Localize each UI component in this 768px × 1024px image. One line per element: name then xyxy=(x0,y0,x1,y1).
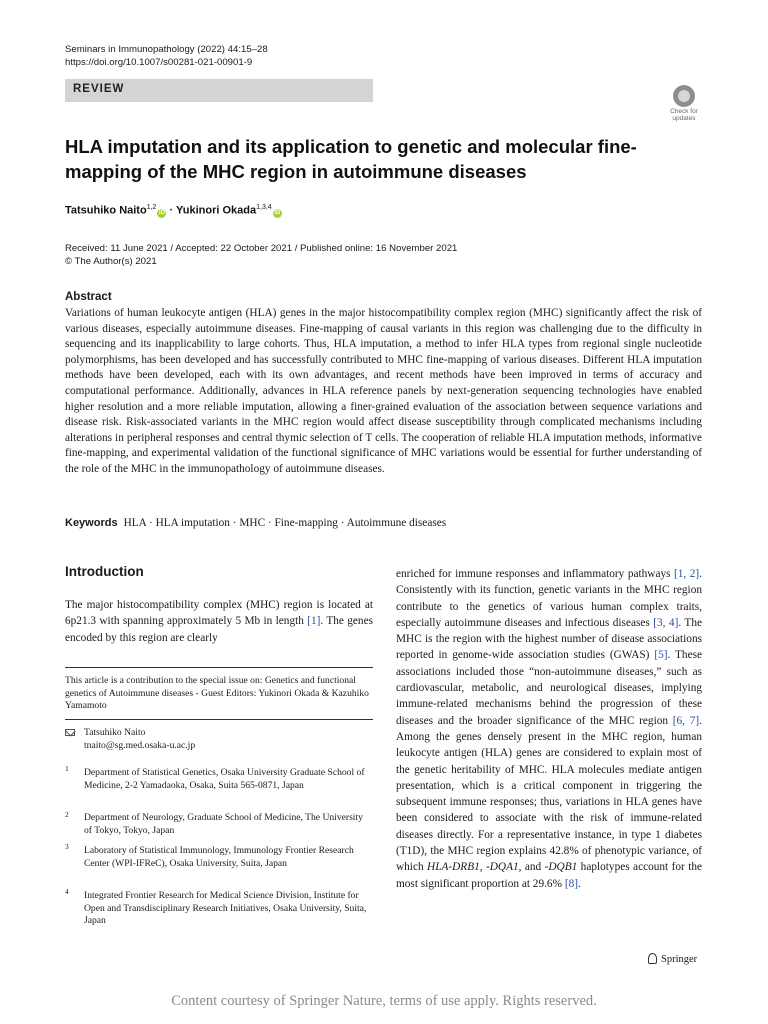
citation-link[interactable]: [1, 2] xyxy=(674,568,700,580)
affiliation-text: Laboratory of Statistical Immunology, Immunology Frontier Research Center (WPI-IFReC), Osaka University, Suita, Japan xyxy=(84,845,354,869)
springer-horse-icon xyxy=(648,953,657,964)
paragraph-text: . These associations included those “non-autoimmune diseases,” such as cardiovascular, metabolic, and neurological diseases, implying immune-related mechanisms behind the progression of these diseases and the broader significance of the MHC region xyxy=(396,649,702,727)
paragraph-text: The major histocompatibility complex (MHC) region is located at 6p21.3 with spanning approximately 5 Mb in length xyxy=(65,599,373,628)
gene-name: -DQA1 xyxy=(486,861,519,874)
publisher-name: Springer xyxy=(661,954,698,965)
paragraph-text: . The genes encoded by this region are clearly xyxy=(65,615,373,644)
paragraph-text: enriched for immune responses and inflammatory pathways xyxy=(396,568,675,580)
author-name[interactable]: Yukinori Okada xyxy=(176,204,257,217)
citation-link[interactable]: [6, 7] xyxy=(672,714,700,727)
introduction-right-column xyxy=(396,566,702,892)
keywords-line xyxy=(65,517,446,529)
keywords-list: HLA · HLA imputation · MHC · Fine-mapping · Autoimmune diseases xyxy=(123,517,447,529)
section-label-bar xyxy=(65,79,373,102)
keywords-label: Keywords xyxy=(65,517,118,529)
article-title: HLA imputation and its application to genetic and molecular fine-mapping of the MHC region in autoimmune diseases xyxy=(65,136,637,182)
affiliation-text: Integrated Frontier Research for Medical Science Division, Institute for Open and Transdisciplinary Research Initiatives, Osaka University, Suita, Japan xyxy=(84,890,367,927)
abstract-heading: Abstract xyxy=(65,291,112,303)
affiliation-number: 2 xyxy=(65,810,69,819)
affiliation-text: Department of Statistical Genetics, Osaka University Graduate School of Medicine, 2-2 Yamadaoka, Osaka, Suita 565-0871, Japan xyxy=(84,767,365,791)
affiliation-number: 3 xyxy=(65,842,69,851)
history-dates: Received: 11 June 2021 / Accepted: 22 October 2021 / Published online: 16 November 2021 xyxy=(65,243,458,254)
author-separator: · xyxy=(166,204,177,217)
corresponding-name: Tatsuhiko Naito xyxy=(84,727,146,738)
check-updates-icon xyxy=(673,85,695,107)
introduction-left-column xyxy=(65,597,373,646)
citation-link[interactable]: [8] xyxy=(564,877,578,890)
publication-dates xyxy=(65,242,457,268)
author-affiliation-sup: 1,3,4 xyxy=(256,204,272,211)
paragraph-text: , xyxy=(479,861,486,874)
section-label: REVIEW xyxy=(73,83,125,95)
paragraph-text: haplotypes account for the most significant proportion at 29.6% xyxy=(396,861,702,890)
corresponding-author xyxy=(84,727,373,752)
paragraph-text: . xyxy=(578,877,581,890)
author-affiliation-sup: 1,2 xyxy=(146,204,157,211)
paragraph-text: . Consistently with its function, genetic variants in the MHC region contribute to the genetics of various human complex traits, especially autoimmune diseases and infectious diseases xyxy=(396,568,702,629)
paragraph-text: . Among the genes densely present in the MHC region, human leukocyte antigen (HLA) genes are considered to explain most of the genetic heritability of MHC. HLA molecules mediate antigen presentation, which is a critical component in triggering the subsequent immune responses; thus, variations in HLA genes have been considered to associate with the risk of immune-related diseases directly. For a representative instance, in type 1 diabetes (T1D), the MHC region explains 42.8% of phenotypic variance, of which xyxy=(396,714,702,874)
citation-link[interactable]: [3, 4] xyxy=(653,616,679,629)
abstract-text: Variations of human leukocyte antigen (HLA) genes in the major histocompatibility complex region (MHC) significantly affect the risk of various diseases, especially autoimmune diseases. Fine-mapping of causal variants in this region was challenging due to the difficulty in sequencing and its inapplicability to large cohorts. Thus, HLA imputation, a method to infer HLA types from regional single nucleotide polymorphisms, has been developed and has successfully contributed to MHC fine-mapping of various diseases. Different HLA imputation methods have been developed, each with its own advantages, and recent methods have been improved in terms of accuracy and computational performance. Additionally, advances in HLA reference panels by next-generation sequencing technologies have enabled higher resolution and a more reliable imputation, allowing a finer-grained evaluation of the association between sequence variations and disease risk. Risk-associated variants in the MHC region would affect disease susceptibility through complicated mechanisms including alterations in peripheral responses and central thymic selection of T cells. The cooperation of reliable HLA imputation methods, informative fine-mapping, and experimental validation of the functional significance of MHC variations would be essential for further understanding of the role of the MHC in the immunopathology of autoimmune diseases. xyxy=(65,307,702,475)
affiliation-number: 1 xyxy=(65,764,69,773)
check-updates-line1: Check for xyxy=(670,108,698,115)
paragraph-text: . The MHC is the region with the highest number of disease associations reported in genome-wide association studies (GWAS) xyxy=(396,616,702,662)
orcid-icon[interactable]: iD xyxy=(274,209,281,216)
special-issue-note: This article is a contribution to the special issue on: Genetics and functional genetics of Autoimmune diseases - Guest Editors: Yukinori Okada & Kazuhiko Yamamoto xyxy=(65,675,369,712)
mail-icon xyxy=(65,729,75,736)
citation-link[interactable]: [1] xyxy=(307,615,321,628)
author-list xyxy=(65,204,282,218)
check-for-updates-badge[interactable] xyxy=(664,84,704,124)
courtesy-notice: Content courtesy of Springer Nature, terms of use apply. Rights reserved. xyxy=(171,993,597,1009)
orcid-icon[interactable]: iD xyxy=(158,209,165,216)
affiliation-number: 4 xyxy=(65,887,69,896)
introduction-heading: Introduction xyxy=(65,564,144,579)
citation-link[interactable]: [5] xyxy=(654,649,668,662)
copyright-line: © The Author(s) 2021 xyxy=(65,256,157,267)
publisher-logo xyxy=(648,953,697,965)
footnote-divider xyxy=(65,719,373,720)
journal-header xyxy=(65,43,268,69)
gene-name: HLA-DRB1 xyxy=(427,861,480,874)
paragraph-text: , and xyxy=(518,861,545,874)
footnote-divider xyxy=(65,667,373,668)
gene-name: -DQB1 xyxy=(544,861,578,874)
doi-link[interactable]: https://doi.org/10.1007/s00281-021-00901-9 xyxy=(65,57,253,68)
corresponding-email[interactable]: tnaito@sg.med.osaka-u.ac.jp xyxy=(84,739,196,751)
check-updates-line2: updates xyxy=(672,115,696,122)
author-name[interactable]: Tatsuhiko Naito xyxy=(65,204,147,217)
affiliation-text: Department of Neurology, Graduate School of Medicine, The University of Tokyo, Tokyo, Japan xyxy=(84,812,363,836)
journal-citation: Seminars in Immunopathology (2022) 44:15–28 xyxy=(65,44,268,55)
